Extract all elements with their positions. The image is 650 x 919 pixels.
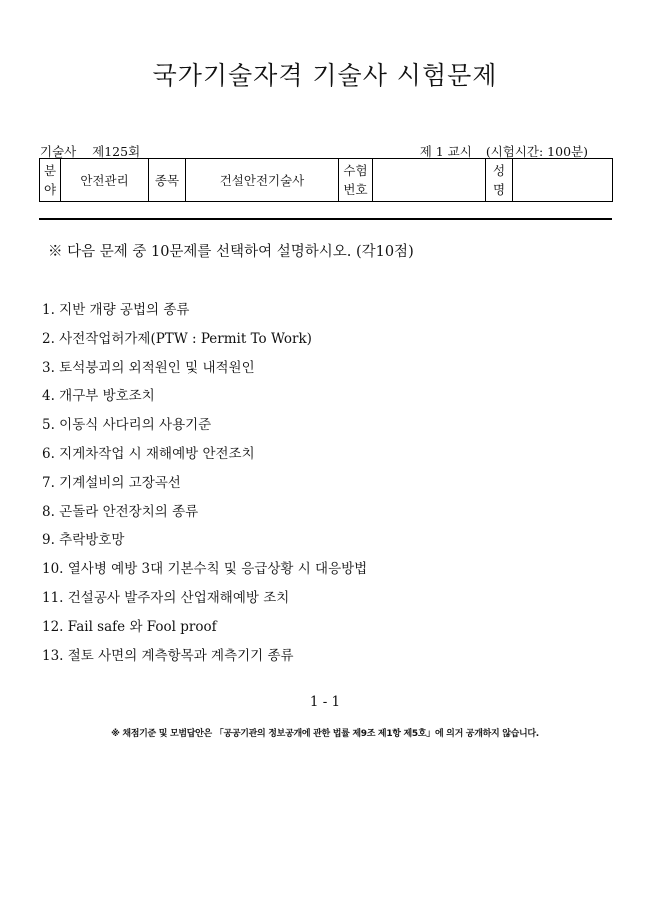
question-item: 8. 곤돌라 안전장치의 종류 <box>42 503 199 520</box>
question-list <box>42 300 367 674</box>
exam-number-field[interactable] <box>373 159 486 202</box>
question-item: 12. Fail safe 와 Fool proof <box>42 618 217 635</box>
exam-info-row <box>40 142 610 158</box>
question-item: 10. 열사병 예방 3대 기본수칙 및 응급상황 시 대응방법 <box>42 561 368 578</box>
exam-category: 기술사 <box>40 144 77 159</box>
exam-session: 제 1 교시 <box>419 144 472 159</box>
footnote: ※ 채점기준 및 모범답안은 「공공기관의 정보공개에 관한 법률 제9조 제1항 제5호」에 의거 공개하지 않습니다. <box>111 729 539 739</box>
question-item: 11. 건설공사 발주자의 산업재해예방 조치 <box>42 589 290 606</box>
exam-header-table <box>39 158 613 202</box>
question-item: 9. 추락방호망 <box>42 532 125 549</box>
divider <box>39 218 612 220</box>
type-label: 종목 <box>149 159 186 202</box>
field-label: 분 야 <box>40 159 61 202</box>
page-title: 국가기술자격 기술사 시험문제 <box>152 61 498 90</box>
question-item: 4. 개구부 방호조치 <box>42 388 155 405</box>
name-field[interactable] <box>513 159 613 202</box>
question-item: 6. 지게차작업 시 재해예방 안전조치 <box>42 445 255 462</box>
question-item: 13. 절토 사면의 계측항목과 계측기기 종류 <box>42 647 294 664</box>
question-item: 7. 기계설비의 고장곡선 <box>42 474 181 491</box>
exam-number-label: 수험 번호 <box>339 159 373 202</box>
field-value: 안전관리 <box>61 159 149 202</box>
exam-round: 제125회 <box>92 144 141 159</box>
question-item: 2. 사전작업허가제(PTW : Permit To Work) <box>42 330 312 347</box>
type-value: 건설안전기술사 <box>186 159 339 202</box>
exam-duration: (시험시간: 100분) <box>485 144 588 159</box>
instruction: ※ 다음 문제 중 10문제를 선택하여 설명하시오. (각10점) <box>48 244 414 260</box>
page-number: 1 - 1 <box>309 694 341 710</box>
question-item: 3. 토석붕괴의 외적원인 및 내적원인 <box>42 359 255 376</box>
name-label: 성 명 <box>486 159 513 202</box>
question-item: 5. 이동식 사다리의 사용기준 <box>42 417 212 434</box>
question-item: 1. 지반 개량 공법의 종류 <box>42 302 190 318</box>
